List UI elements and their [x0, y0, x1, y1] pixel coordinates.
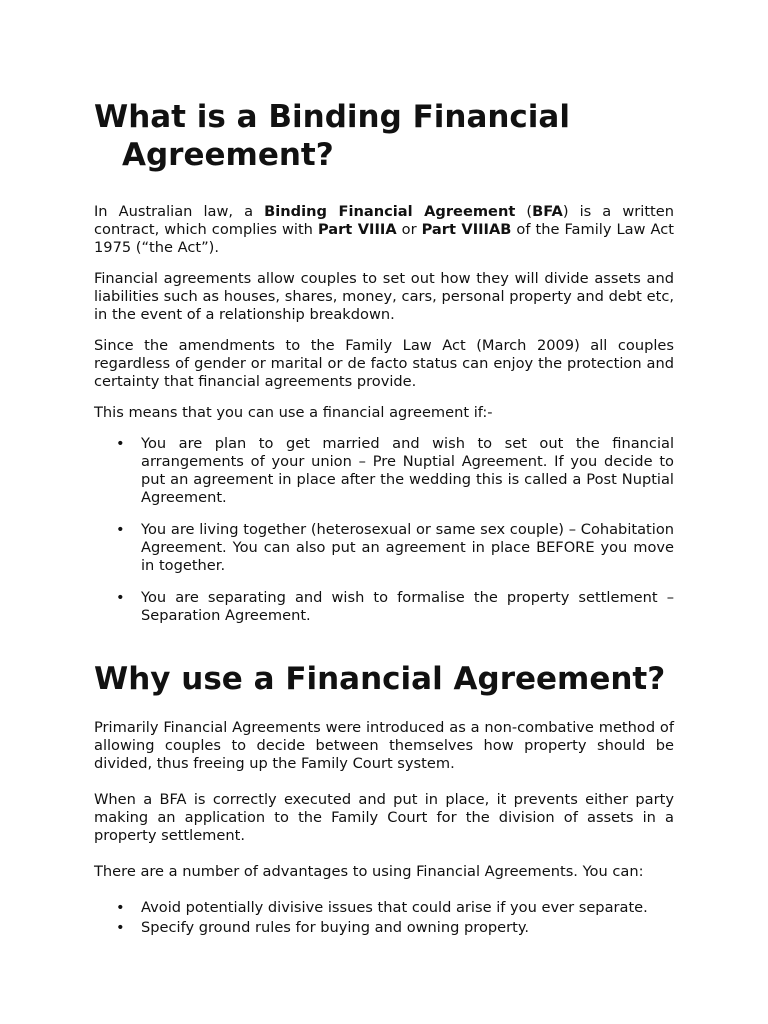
- intro-bold-bfa-abbrev: BFA: [532, 203, 563, 220]
- paragraph-amendments: Since the amendments to the Family Law Act (March 2009) all couples regardless of gender or marital or de facto status can enjoy the protection and certainty that financial agreements provide.: [94, 337, 674, 390]
- list-item-text: You are separating and wish to formalise the property settlement – Separation Agreement.: [141, 589, 674, 624]
- bullet-list-uses: [94, 435, 674, 625]
- list-item: [94, 899, 674, 917]
- bullet-icon: •: [116, 919, 125, 936]
- paragraph-advantages: There are a number of advantages to using Financial Agreements. You can:: [94, 863, 644, 880]
- intro-bold-bfa-term: Binding Financial Agreement: [264, 203, 516, 220]
- heading-what-is-bfa: What is a Binding Financial Agreement?: [94, 99, 570, 173]
- list-item: [94, 521, 674, 575]
- list-item: [94, 919, 674, 937]
- bullet-icon: •: [116, 589, 125, 606]
- bullet-icon: •: [116, 899, 125, 916]
- list-item-text: Avoid potentially divisive issues that could arise if you ever separate.: [141, 899, 648, 916]
- list-item-text: Specify ground rules for buying and owning property.: [141, 919, 530, 936]
- intro-bold-part-viiia: Part VIIIA: [317, 221, 397, 238]
- bullet-list-advantages: [94, 899, 674, 937]
- paragraph-this-means: This means that you can use a financial agreement if:-: [94, 404, 493, 421]
- section-what-is-bfa: [94, 203, 674, 639]
- list-item-text: You are living together (heterosexual or same sex couple) – Cohabitation Agreement. You can also put an agreement in place BEFORE you move in together.: [141, 521, 674, 574]
- paragraph-primarily: Primarily Financial Agreements were introduced as a non-combative method of allowing couples to decide between themselves how property should be divided, thus freeing up the Family Court system.: [94, 719, 674, 772]
- list-item: [94, 589, 674, 625]
- intro-text-3: ) is a written contract, which complies with: [94, 203, 674, 238]
- list-item: [94, 435, 674, 507]
- intro-paragraph: [94, 203, 674, 257]
- intro-text-4: or: [396, 221, 422, 238]
- paragraph-financial-agreements: Financial agreements allow couples to set out how they will divide assets and liabilities such as houses, shares, money, cars, personal property and debt etc, in the event of a relationship breakdown.: [94, 270, 674, 323]
- intro-bold-part-viiiab: Part VIIIAB: [421, 221, 512, 238]
- intro-text-1: In Australian law, a: [94, 203, 265, 220]
- heading-why-use: Why use a Financial Agreement?: [94, 661, 666, 697]
- intro-text-2: (: [515, 203, 533, 220]
- bullet-icon: •: [116, 435, 125, 452]
- section-why-use: [94, 719, 674, 939]
- intro-text-5: of the Family Law Act 1975 (“the Act”).: [94, 221, 674, 256]
- list-item-text: You are plan to get married and wish to set out the financial arrangements of your union – Pre Nuptial Agreement. If you decide to put an agreement in place after the wedding this is called a Post Nuptial Agreement.: [141, 435, 674, 506]
- bullet-icon: •: [116, 521, 125, 538]
- paragraph-when-bfa: When a BFA is correctly executed and put in place, it prevents either party making an application to the Family Court for the division of assets in a property settlement.: [94, 791, 674, 844]
